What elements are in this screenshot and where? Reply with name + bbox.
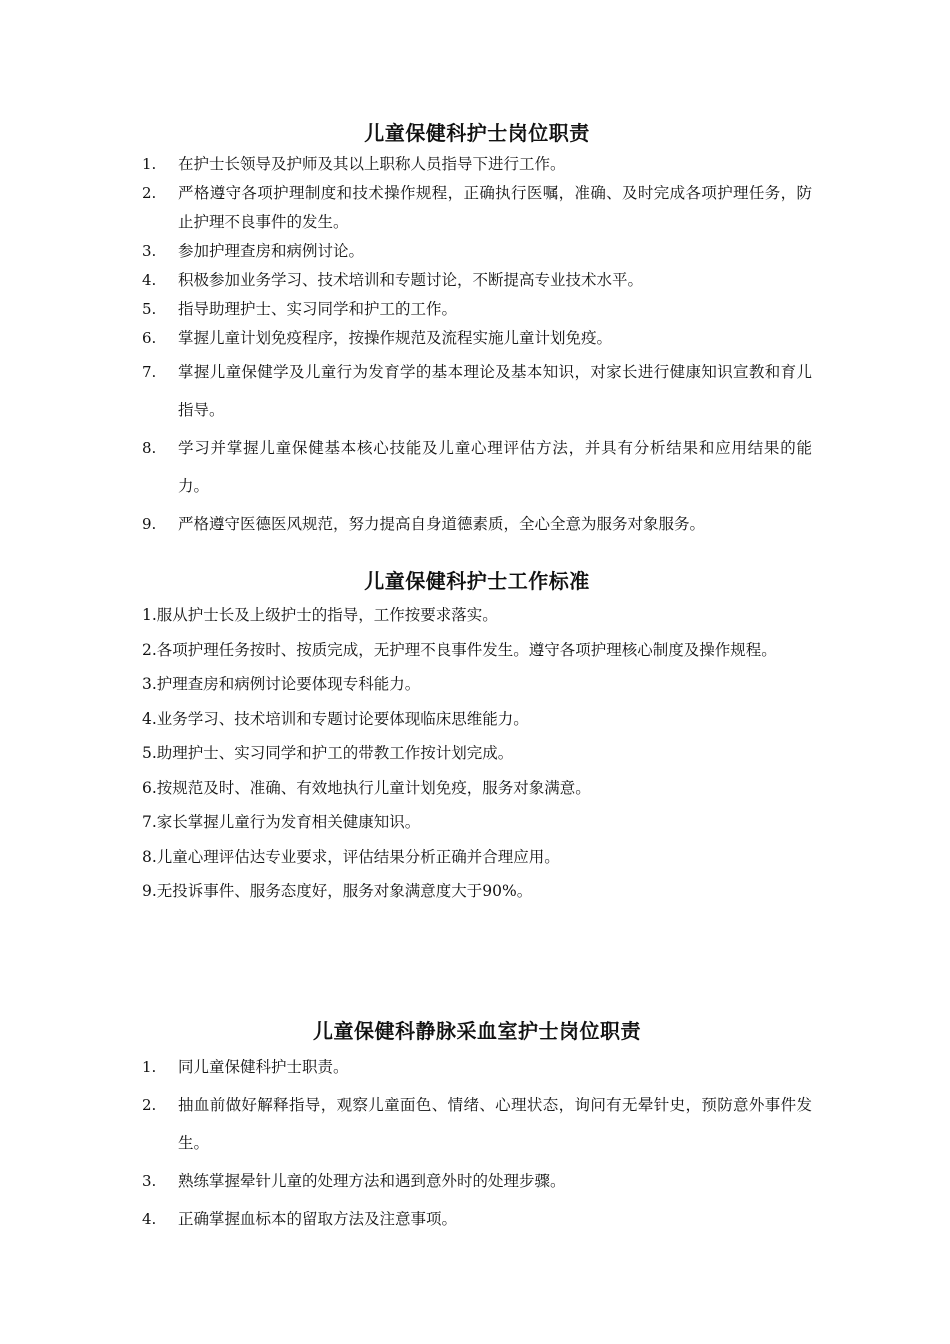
item-text: 在护士长领导及护师及其以上职称人员指导下进行工作。: [178, 155, 566, 173]
item-text: 掌握儿童保健学及儿童行为发育学的基本理论及基本知识，对家长进行健康知识宣教和育儿指导。: [178, 363, 812, 419]
list-item: [142, 150, 812, 179]
standard-item: 2.各项护理任务按时、按质完成，无护理不良事件发生。遵守各项护理核心制度及操作规程。: [142, 640, 777, 659]
item-number: 9.: [142, 515, 157, 533]
standard-item: 1.服从护士长及上级护士的指导，工作按要求落实。: [142, 606, 498, 624]
list-item: [142, 1086, 812, 1162]
standard-item: 4.业务学习、技术培训和专题讨论要体现临床思维能力。: [142, 709, 529, 728]
item-text: 熟练掌握晕针儿童的处理方法和遇到意外时的处理步骤。: [178, 1172, 566, 1190]
item-text: 指导助理护士、实习同学和护工的工作。: [178, 300, 458, 318]
list-item: [142, 295, 812, 324]
standard-item: 6.按规范及时、准确、有效地执行儿童计划免疫，服务对象满意。: [142, 778, 591, 797]
list-item: [142, 1200, 812, 1238]
section-blood-room-duties: [142, 1016, 812, 1238]
standard-item: 3.护理查房和病例讨论要体现专科能力。: [142, 675, 421, 693]
item-text: 正确掌握血标本的留取方法及注意事项。: [178, 1210, 458, 1228]
list-item: [142, 179, 812, 237]
item-number: 1.: [142, 155, 157, 173]
section-work-standards: [142, 566, 812, 909]
standard-item: 5.助理护士、实习同学和护工的带教工作按计划完成。: [142, 744, 514, 762]
section-title: 儿童保健科护士工作标准: [364, 569, 590, 593]
item-text: 学习并掌握儿童保健基本核心技能及儿童心理评估方法，并具有分析结果和应用结果的能力。: [178, 439, 812, 495]
item-text: 积极参加业务学习、技术培训和专题讨论，不断提高专业技术水平。: [178, 271, 644, 289]
item-text: 参加护理查房和病例讨论。: [178, 242, 365, 260]
item-number: 6.: [142, 329, 157, 347]
item-number: 3.: [142, 1172, 157, 1190]
list-item: [142, 353, 812, 429]
list-item: [142, 237, 812, 266]
item-number: 4.: [142, 271, 157, 289]
item-number: 8.: [142, 439, 157, 457]
list-item: [142, 1162, 812, 1200]
list-item: [142, 324, 812, 353]
item-text: 掌握儿童计划免疫程序，按操作规范及流程实施儿童计划免疫。: [178, 329, 613, 347]
item-text: 严格遵守各项护理制度和技术操作规程，正确执行医嘱，准确、及时完成各项护理任务，防止护理不良事件的发生。: [178, 184, 812, 231]
item-text: 严格遵守医德医风规范，努力提高自身道德素质，全心全意为服务对象服务。: [178, 515, 706, 533]
item-number: 7.: [142, 363, 157, 381]
item-number: 1.: [142, 1058, 157, 1076]
section-nurse-duties: [142, 118, 812, 543]
section-title: 儿童保健科静脉采血室护士岗位职责: [313, 1019, 641, 1043]
standard-item: 8.儿童心理评估达专业要求，评估结果分析正确并合理应用。: [142, 847, 560, 866]
blood-room-list: [142, 1048, 812, 1238]
item-number: 4.: [142, 1210, 157, 1228]
list-item: [142, 505, 812, 543]
list-item: [142, 429, 812, 505]
duties-list: [142, 150, 812, 543]
item-text: 抽血前做好解释指导，观察儿童面色、情绪、心理状态，询问有无晕针史，预防意外事件发生。: [178, 1096, 812, 1152]
item-number: 5.: [142, 300, 157, 318]
item-number: 3.: [142, 242, 157, 260]
item-number: 2.: [142, 1096, 157, 1114]
item-text: 同儿童保健科护士职责。: [178, 1058, 349, 1076]
section-title: 儿童保健科护士岗位职责: [364, 121, 590, 145]
list-item: [142, 1048, 812, 1086]
standard-item: 7.家长掌握儿童行为发育相关健康知识。: [142, 813, 421, 831]
item-number: 2.: [142, 184, 157, 202]
list-item: [142, 266, 812, 295]
standard-item: 9.无投诉事件、服务态度好，服务对象满意度大于90%。: [142, 882, 533, 900]
